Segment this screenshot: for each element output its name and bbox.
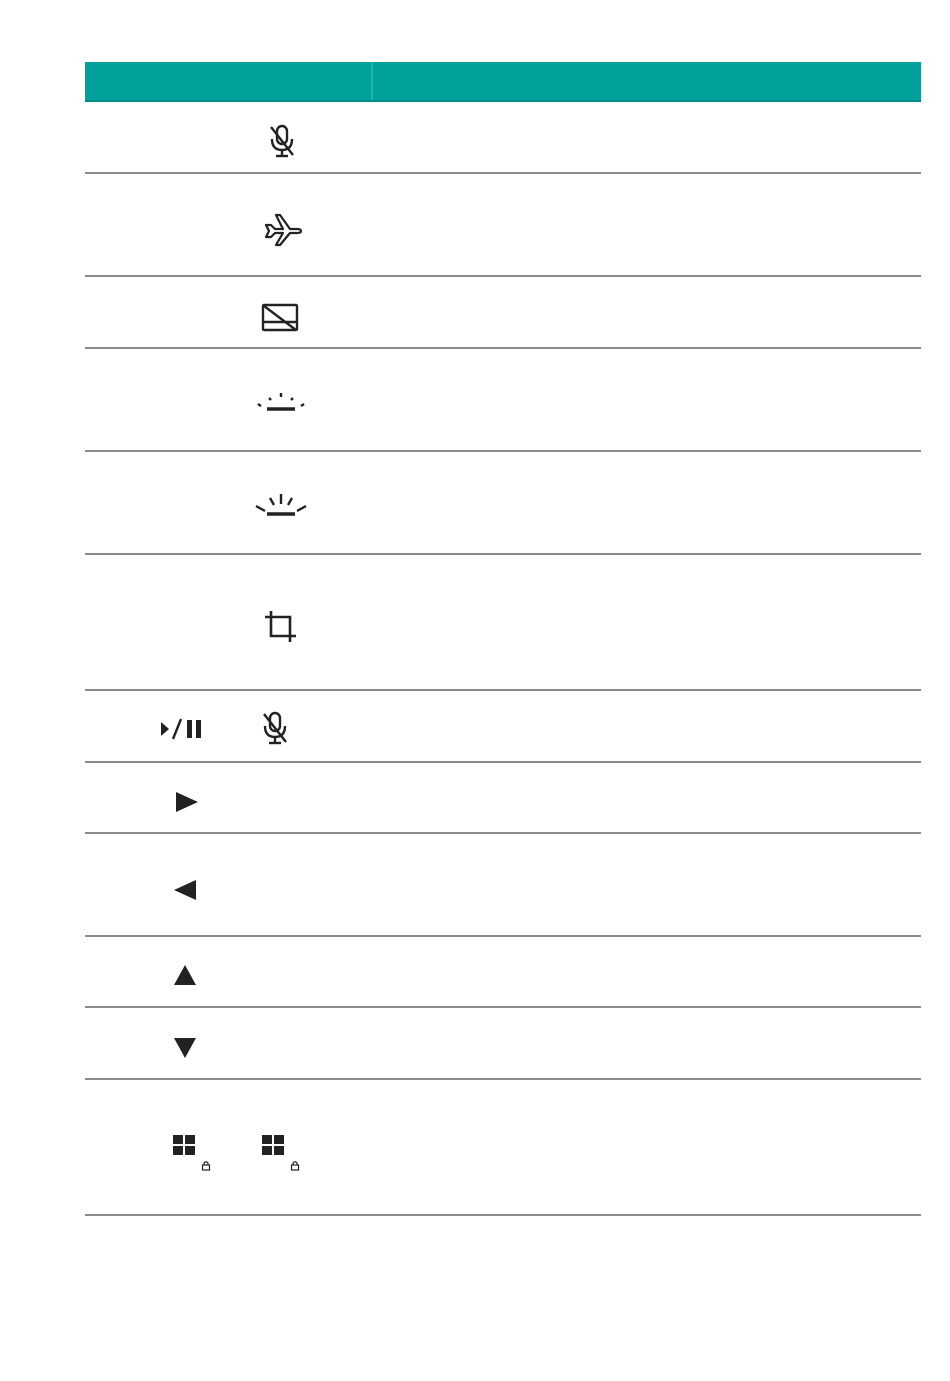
- table-header: [85, 62, 921, 102]
- table-row: [85, 937, 921, 1008]
- table-row: [85, 349, 921, 452]
- keyboard-backlight-up-icon: [253, 492, 309, 518]
- table-row: [85, 555, 921, 691]
- microphone-mute-icon: [259, 711, 291, 745]
- triangle-right-icon: [174, 790, 200, 814]
- crop-icon: [263, 609, 299, 645]
- table-row: [85, 452, 921, 555]
- table-row: [85, 691, 921, 763]
- triangle-left-icon: [172, 878, 198, 902]
- function-key-table: [85, 62, 921, 1216]
- play-pause-icon: [159, 717, 207, 741]
- table-row: [85, 277, 921, 349]
- table-row: [85, 174, 921, 277]
- windows-lock-icon: [260, 1133, 304, 1173]
- triangle-down-icon: [172, 1036, 198, 1060]
- table-row: [85, 763, 921, 834]
- table-row: [85, 834, 921, 937]
- keyboard-backlight-down-icon: [255, 391, 307, 413]
- table-row: [85, 1008, 921, 1080]
- airplane-mode-icon: [261, 211, 303, 247]
- touchpad-toggle-icon: [261, 303, 301, 333]
- table-row: [85, 1080, 921, 1216]
- microphone-mute-icon: [266, 124, 298, 158]
- table-row: [85, 102, 921, 174]
- windows-lock-icon: [171, 1133, 215, 1173]
- header-column-divider: [371, 62, 373, 100]
- triangle-up-icon: [172, 963, 198, 987]
